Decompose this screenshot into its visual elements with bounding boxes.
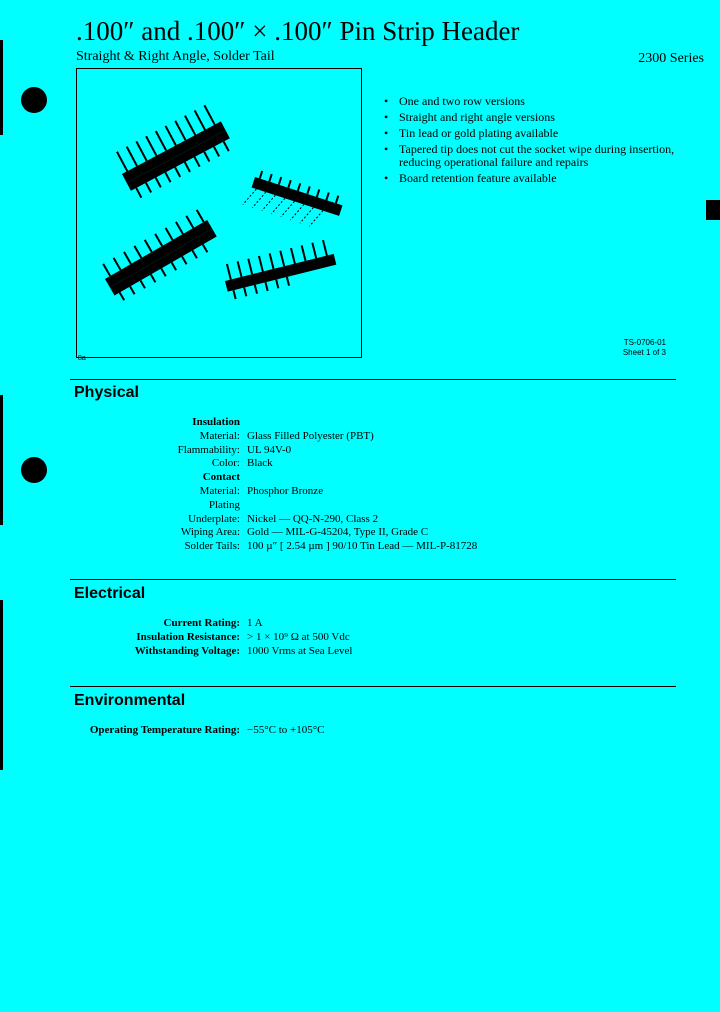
section-title-physical: Physical [74,384,139,401]
section-title-electrical: Electrical [74,585,146,602]
left-edge-rule [0,40,3,135]
pin-header-illustration [77,69,361,357]
spec-row [60,471,477,485]
spec-row [60,499,477,513]
spec-row [60,513,477,527]
spec-value: Nickel — QQ-N-290, Class 2 [247,512,379,525]
document-number: TS-0706-01 [623,338,666,347]
series-label: 2300 Series [638,51,704,66]
spec-label: Operating Temperature Rating: [89,724,240,736]
dual-row-header-lower [98,208,221,303]
spec-value: Phosphor Bronze [247,484,324,497]
spec-value: UL 94V-0 [247,443,292,456]
left-edge-rule [0,395,3,525]
spec-label: Material: [199,484,240,497]
spec-row [60,526,477,540]
product-photo [76,68,362,358]
spec-value: 100 µ″ [ 2.54 µm ] 90/10 Tin Lead — MIL-P-81728 [247,540,478,553]
page-title: .100″ and .100″ × .100″ Pin Strip Header [76,16,520,46]
spec-label: Material: [199,429,240,442]
spec-label: Solder Tails: [184,540,240,553]
spec-value: Black [247,457,273,470]
spec-row [60,416,477,430]
feature-item: • Board retention feature available [384,172,684,185]
spec-label: Color: [211,457,240,470]
spec-value: −55°C to +105°C [247,724,325,736]
feature-item: • Straight and right angle versions [384,111,684,124]
electrical-spec-table [60,617,352,658]
section-title-environmental: Environmental [74,692,186,709]
spec-value: Gold — MIL-G-45204, Type II, Grade C [247,526,429,539]
feature-list [384,95,684,188]
page-edge-tab [706,200,720,220]
left-edge-rule [0,600,3,770]
spec-value: Glass Filled Polyester (PBT) [247,429,374,442]
spec-label: Contact [202,471,240,484]
spec-row [60,430,477,444]
spec-row [60,645,352,659]
spec-value: 1 A [247,617,263,629]
punch-hole [21,87,47,113]
sheet-number: Sheet 1 of 3 [622,348,666,357]
spec-row [60,444,477,458]
spec-label: Wiping Area: [180,526,240,539]
feature-item: • Tin lead or gold plating available [384,127,684,140]
spec-label: Withstanding Voltage: [134,644,240,657]
photo-tag: 8a [78,355,86,362]
single-row-header-right-angle [243,168,345,233]
feature-item: • One and two row versions [384,95,684,108]
section-divider [70,686,676,687]
dual-row-header-straight [112,102,235,200]
punch-hole [21,457,47,483]
spec-row [60,540,477,554]
spec-label: Plating [208,498,240,511]
spec-value: > 1 × 10⁹ Ω at 500 Vdc [247,630,350,643]
spec-row [60,457,477,471]
environmental-spec-table [60,724,324,738]
section-divider [70,579,676,580]
spec-value: 1000 Vrms at Sea Level [247,644,353,657]
spec-label: Insulation Resistance: [136,630,240,643]
feature-item: • Tapered tip does not cut the socket wipe during insertion, reducing operational failure and repairs [384,143,684,169]
spec-row [60,485,477,499]
spec-label: Insulation [192,416,240,428]
page-subtitle: Straight & Right Angle, Solder Tail [76,49,275,64]
spec-label: Current Rating: [163,617,240,629]
physical-spec-table [60,416,477,554]
single-row-header-straight [221,238,338,300]
spec-row [60,617,352,631]
section-divider [70,379,676,380]
spec-label: Flammability: [177,443,240,456]
spec-row [60,631,352,645]
spec-row [60,724,324,738]
spec-label: Underplate: [188,512,240,525]
document-reference [623,338,666,358]
